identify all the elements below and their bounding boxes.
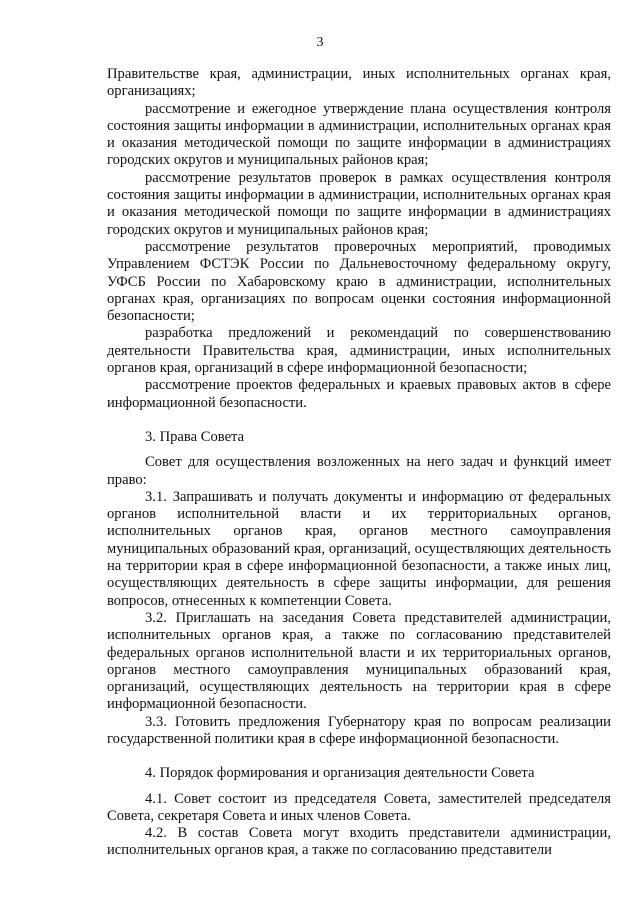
page-number: 3	[316, 35, 324, 50]
paragraph-4-2: 4.2. В состав Совета могут входить представители администрации, исполнительных органов края, а также по согласованию представители	[107, 825, 611, 859]
paragraph-proposals: разработка предложений и рекомендаций по совершенствованию деятельности Правительства края, администрации, иных исполнительных органов края, организаций в сфере информационной безопасности;	[107, 325, 611, 377]
paragraph-rights-intro: Совет для осуществления возложенных на него задач и функций имеет право:	[107, 454, 611, 488]
paragraph-inspection-results: рассмотрение результатов проверок в рамках осуществления контроля состояния защиты информации в администрации, исполнительных органах края и оказания методической помощи по защите информации в администрациях городских округов и муниципальных районов края;	[107, 169, 611, 238]
paragraph-4-1: 4.1. Совет состоит из председателя Совета, заместителей председателя Совета, секретаря Совета и иных членов Совета.	[107, 790, 611, 824]
paragraph-3-3: 3.3. Готовить предложения Губернатору края по вопросам реализации государственной политики края в сфере информационной безопасности.	[107, 713, 611, 747]
paragraph-legal-acts: рассмотрение проектов федеральных и краевых правовых актов в сфере информационной безопасности.	[107, 377, 611, 411]
paragraph-verification-results: рассмотрение результатов проверочных мероприятий, проводимых Управлением ФСТЭК России по Дальневосточному федеральному округу, УФСБ России по Хабаровскому краю в администрации, исполнительных органах края, организациях по вопросам оценки состояния информационной безопасности;	[107, 238, 611, 325]
section-heading-rights: 3. Права Совета	[145, 428, 245, 445]
paragraph-3-2: 3.2. Приглашать на заседания Совета представителей администрации, исполнительных органов края, а также по согласованию представителей федеральных органов исполнительной власти и их территориальных органов, органов местного самоуправления муниципальных образований края, организаций, осуществляющих деятельность на территории края в сфере информационной безопасности.	[107, 609, 611, 713]
paragraph-3-1: 3.1. Запрашивать и получать документы и информацию от федеральных органов исполнительной власти и их территориальных органов, исполнительных органов края, органов местного самоуправления муниципальных образований края, организаций, осуществляющих деятельность на территории края в сфере информационной безопасности, а также иных лиц, осуществляющих деятельность в сфере защиты информации, для решения вопросов, отнесенных к компетенции Совета.	[107, 488, 611, 609]
paragraph-continuation: Правительстве края, администрации, иных исполнительных органах края, организациях;	[107, 66, 611, 100]
section-heading-formation: 4. Порядок формирования и организация деятельности Совета	[145, 765, 535, 782]
document-body	[107, 66, 611, 860]
paragraph-plan-approval: рассмотрение и ежегодное утверждение плана осуществления контроля состояния защиты информации в администрации, исполнительных органах края и оказания методической помощи по защите информации в администрациях городских округов и муниципальных районов края;	[107, 100, 611, 169]
